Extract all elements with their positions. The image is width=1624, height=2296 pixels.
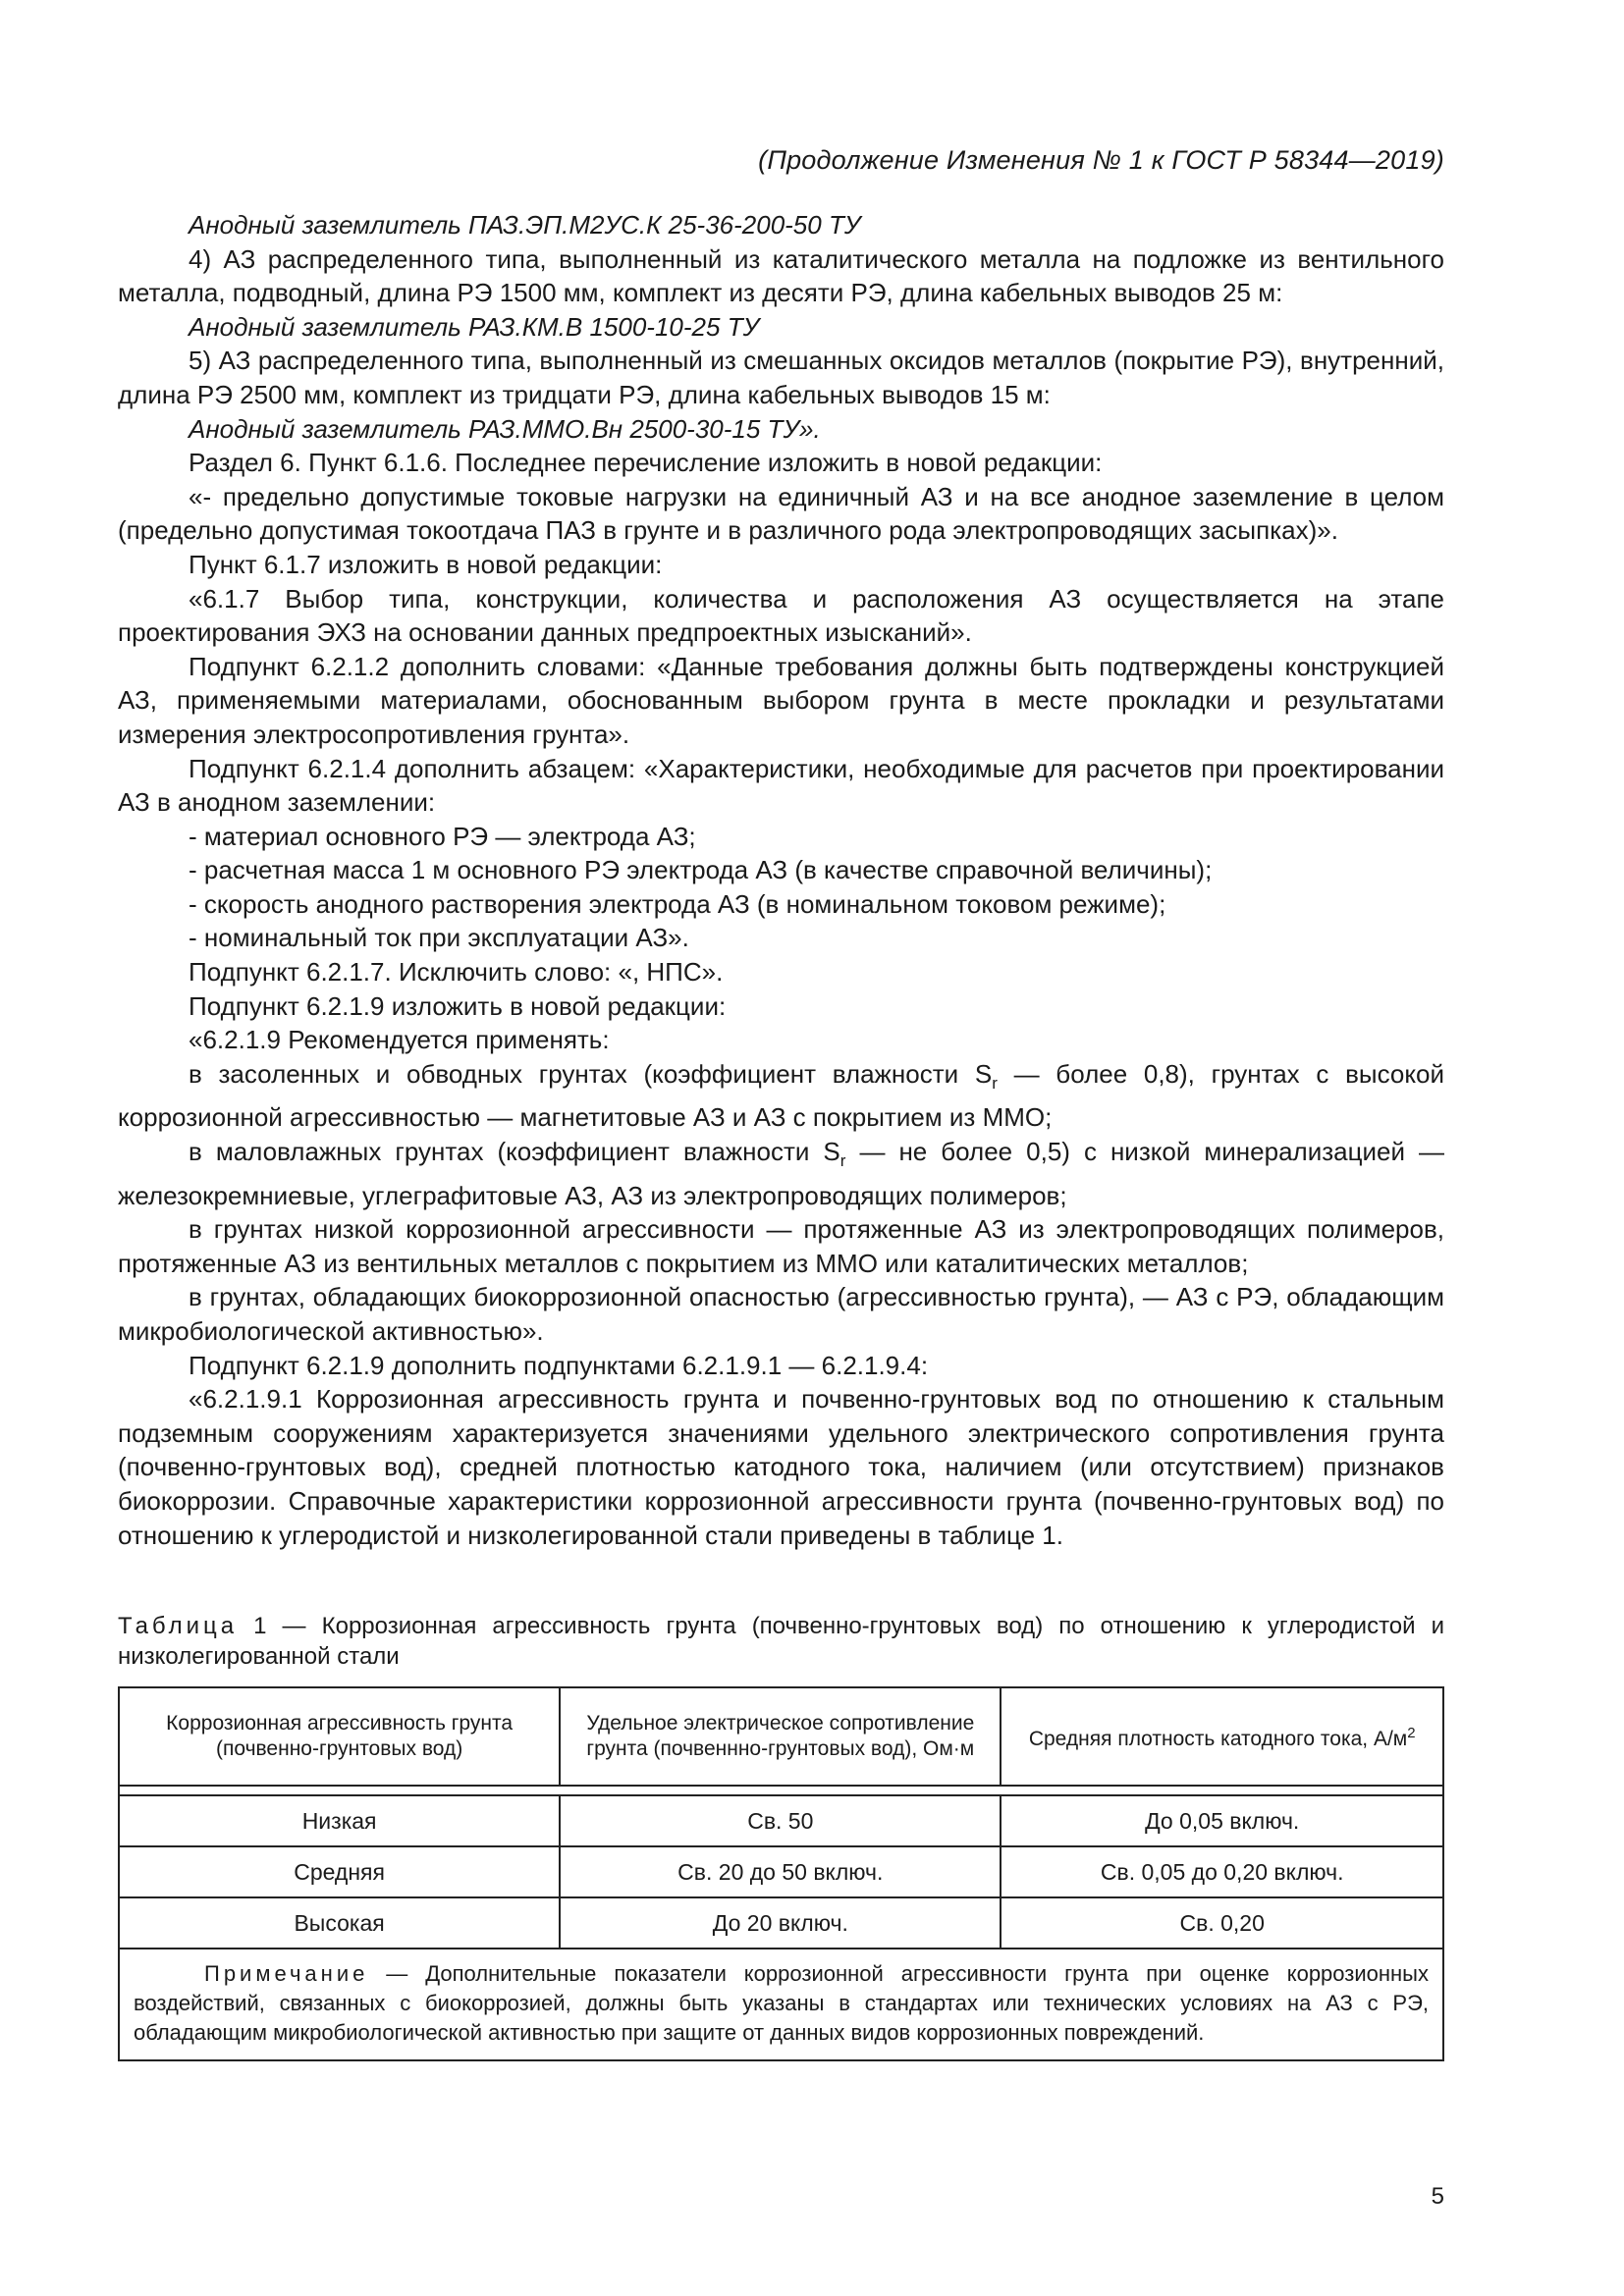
list-item: - расчетная масса 1 м основного РЭ электрода АЗ (в качестве справочной величины);	[189, 855, 1213, 885]
table-header-row	[119, 1687, 1443, 1786]
paragraph: «6.2.1.9 Рекомендуется применять:	[189, 1025, 610, 1055]
table-cell: Св. 20 до 50 включ.	[560, 1846, 1001, 1897]
page-header: (Продолжение Изменения № 1 к ГОСТ Р 58344—2019)	[758, 145, 1444, 175]
paragraph: «6.2.1.9.1 Коррозионная агрессивность грунта и почвенно-грунтовых вод по отношению к стальным подземным сооружениям характеризуется значениями удельного электрического сопротивления грунта (почвенно-грунтовых вод), средней плотностью катодного тока, наличием (или отсутствием) признаков биокоррозии. Справочные характеристики коррозионной агрессивности грунта (почвенно-грунтовых вод) по отношению к углеродистой и низколегированной стали приведены в таблице 1.	[118, 1384, 1444, 1550]
column-header: Удельное электрическое сопротивление грунта (почвеннно-грунтовых вод), Ом·м	[560, 1687, 1001, 1786]
table-cell: До 20 включ.	[560, 1897, 1001, 1949]
table-cell: Высокая	[119, 1897, 560, 1949]
paragraph: в грунтах низкой коррозионной агрессивности — протяженные АЗ из электропроводящих полимеров, протяженные АЗ из вентильных металлов с покрытием из ММО или каталитических металлов;	[118, 1214, 1444, 1278]
paragraph: Подпункт 6.2.1.9 дополнить подпунктами 6.2.1.9.1 — 6.2.1.9.4:	[189, 1350, 929, 1380]
table-caption-text: 1 — Коррозионная агрессивность грунта (почвенно-грунтовых вод) по отношению к углеродистой и низколегированной стали	[118, 1613, 1444, 1670]
table-cell: Средняя	[119, 1846, 560, 1897]
paragraph	[118, 1057, 1444, 1135]
paragraph: 5) АЗ распределенного типа, выполненный из смешанных оксидов металлов (покрытие РЭ), внутренний, длина РЭ 2500 мм, комплект из тридцати РЭ, длина кабельных выводов 15 м:	[118, 346, 1444, 409]
list-item: - материал основного РЭ — электрода АЗ;	[189, 821, 696, 851]
table-note-row	[119, 1949, 1443, 2060]
table-row	[119, 1795, 1443, 1846]
note-label: Примечание	[204, 1961, 369, 1986]
table-caption-label: Таблица	[118, 1613, 239, 1639]
paragraph: «- предельно допустимые токовые нагрузки на единичный АЗ и на все анодное заземление в целом (предельно допустимая токоотдача ПАЗ в грунте и в различного рода электропроводящих засыпках)».	[118, 481, 1444, 546]
corrosion-table	[118, 1686, 1444, 2061]
table-cell: До 0,05 включ.	[1001, 1795, 1443, 1846]
paragraph-text: в маловлажных грунтах (коэффициент влажности S	[189, 1137, 840, 1167]
table-cell: Св. 50	[560, 1795, 1001, 1846]
body-text	[118, 208, 1444, 1552]
table-caption	[118, 1611, 1444, 1672]
paragraph: Раздел 6. Пункт 6.1.6. Последнее перечисление изложить в новой редакции:	[189, 448, 1103, 478]
list-item: - номинальный ток при эксплуатации АЗ».	[189, 923, 689, 953]
page-number: 5	[1431, 2183, 1444, 2210]
paragraph: 4) АЗ распределенного типа, выполненный из каталитического металла на подложке из вентильного металла, подводный, длина РЭ 1500 мм, комплект из десяти РЭ, длина кабельных выводов 25 м:	[118, 243, 1444, 308]
list-item: - скорость анодного растворения электрода АЗ (в номинальном токовом режиме);	[189, 888, 1166, 919]
table-row	[119, 1897, 1443, 1949]
table-cell: Св. 0,05 до 0,20 включ.	[1001, 1846, 1443, 1897]
paragraph: Подпункт 6.2.1.7. Исключить слово: «, НПС».	[189, 957, 724, 988]
paragraph: Подпункт 6.2.1.2 дополнить словами: «Данные требования должны быть подтверждены конструкцией АЗ, применяемыми материалами, обоснованным выбором грунта в месте прокладки и результатами измерения электросопротивления грунта».	[118, 651, 1444, 749]
note-text: — Дополнительные показатели коррозионной агрессивности грунта при оценке коррозионных воздействий, связанных с биокоррозией, должны быть указаны в стандартах или технических условиях на АЗ с РЭ, обладающим микробиологической активностью при защите от данных видов коррозионных повреждений.	[134, 1961, 1429, 2045]
superscript: 2	[1407, 1725, 1416, 1741]
paragraph: Подпункт 6.2.1.4 дополнить абзацем: «Характеристики, необходимые для расчетов при проектировании АЗ в анодном заземлении:	[118, 753, 1444, 818]
subscript-r: r	[839, 1151, 846, 1171]
table-row	[119, 1846, 1443, 1897]
column-header	[1001, 1687, 1443, 1786]
paragraph	[118, 1135, 1444, 1212]
paragraph: Анодный заземлитель РАЗ.ММО.Вн 2500-30-15 ТУ».	[189, 413, 821, 444]
table-cell: Св. 0,20	[1001, 1897, 1443, 1949]
column-header-text: Средняя плотность катодного тока, А/м	[1028, 1728, 1408, 1750]
paragraph-text: в засоленных и обводных грунтах (коэффициент влажности S	[189, 1058, 993, 1089]
paragraph: «6.1.7 Выбор типа, конструкции, количества и расположения АЗ осуществляется на этапе проектирования ЭХЗ на основании данных предпроектных изысканий».	[118, 583, 1444, 648]
subscript-r: r	[992, 1073, 998, 1093]
table-gap-row	[119, 1786, 1443, 1795]
paragraph: Анодный заземлитель ПАЗ.ЭП.М2УС.К 25-36-200-50 ТУ	[189, 210, 861, 240]
paragraph: Подпункт 6.2.1.9 изложить в новой редакции:	[189, 990, 727, 1021]
paragraph: Пункт 6.1.7 изложить в новой редакции:	[189, 549, 663, 579]
paragraph: Анодный заземлитель РАЗ.КМ.В 1500-10-25 ТУ	[189, 311, 760, 342]
paragraph: в грунтах, обладающих биокоррозионной опасностью (агрессивностью грунта), — АЗ с РЭ, обладающим микробиологической активностью».	[118, 1282, 1444, 1346]
table-cell: Низкая	[119, 1795, 560, 1846]
column-header: Коррозионная агрессивность грунта (почвенно-грунтовых вод)	[119, 1687, 560, 1786]
paragraph-text: — более 0,8), грунтах с высокой коррозионной агрессивностью — магнетитовые АЗ и АЗ с покрытием из ММО;	[118, 1058, 1444, 1133]
table-note	[119, 1949, 1443, 2060]
paragraph-text: — не более 0,5) с низкой минерализацией — железокремниевые, углеграфитовые АЗ, АЗ из электропроводящих полимеров;	[118, 1137, 1445, 1210]
